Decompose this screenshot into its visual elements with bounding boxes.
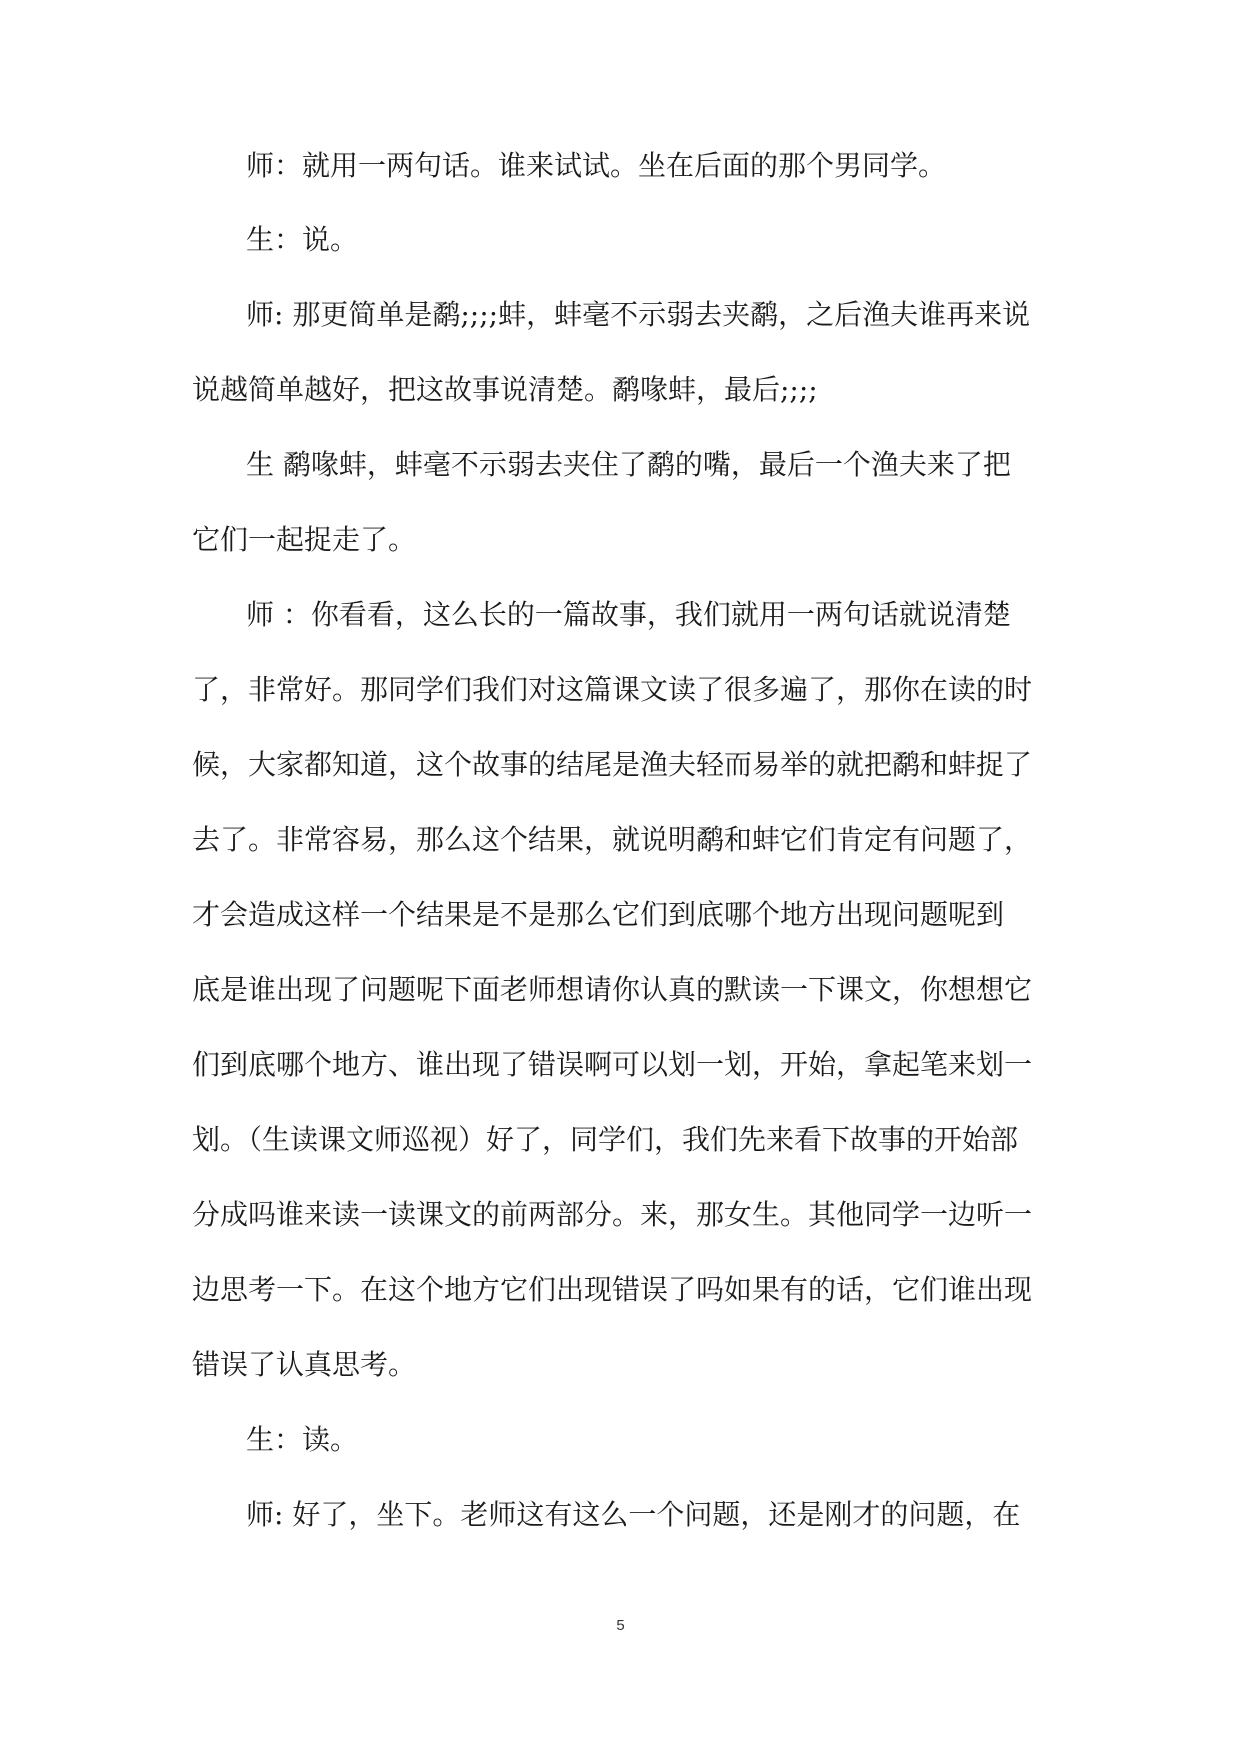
text-line: 生：读。 bbox=[246, 1423, 359, 1456]
text-line: 底是谁出现了问题呢下面老师想请你认真的默读一下课文，你想想它 bbox=[192, 973, 1033, 1006]
text-line: 师: 好了，坐下。老师这有这么一个问题，还是刚才的问题，在 bbox=[246, 1498, 1021, 1531]
text-line: 边思考一下。在这个地方它们出现错误了吗如果有的话，它们谁出现 bbox=[192, 1273, 1033, 1306]
text-line: 生 鹬喙蚌，蚌毫不示弱去夹住了鹬的嘴，最后一个渔夫来了把 bbox=[246, 448, 1011, 481]
text-line: 生：说。 bbox=[246, 223, 359, 256]
text-line: 师：就用一两句话。谁来试试。坐在后面的那个男同学。 bbox=[246, 149, 947, 182]
page-number: 5 bbox=[616, 1617, 625, 1634]
text-line: 候，大家都知道，这个故事的结尾是渔夫轻而易举的就把鹬和蚌捉了 bbox=[192, 748, 1033, 781]
text-line: 去了。非常容易，那么这个结果，就说明鹬和蚌它们肯定有问题了， bbox=[192, 823, 1033, 856]
text-line: 分成吗谁来读一读课文的前两部分。来，那女生。其他同学一边听一 bbox=[192, 1198, 1033, 1231]
text-line: 师 ：你看看，这么长的一篇故事，我们就用一两句话就说清楚 bbox=[246, 598, 1011, 631]
text-line: 划。（生读课文师巡视）好了，同学们，我们先来看下故事的开始部 bbox=[192, 1123, 1019, 1156]
text-line: 们到底哪个地方、谁出现了错误啊可以划一划，开始，拿起笔来划一 bbox=[192, 1048, 1033, 1081]
text-line: 了，非常好。那同学们我们对这篇课文读了很多遍了，那你在读的时 bbox=[192, 673, 1033, 706]
text-line: 说越简单越好，把这故事说清楚。鹬喙蚌，最后;;;; bbox=[192, 373, 818, 406]
text-line: 它们一起捉走了。 bbox=[192, 523, 417, 556]
text-line: 错误了认真思考。 bbox=[192, 1348, 417, 1381]
text-line: 师: 那更简单是鹬;;;;蚌，蚌毫不示弱去夹鹬，之后渔夫谁再来说 bbox=[246, 298, 1031, 331]
text-line: 才会造成这样一个结果是不是那么它们到底哪个地方出现问题呢到 bbox=[192, 898, 1005, 931]
